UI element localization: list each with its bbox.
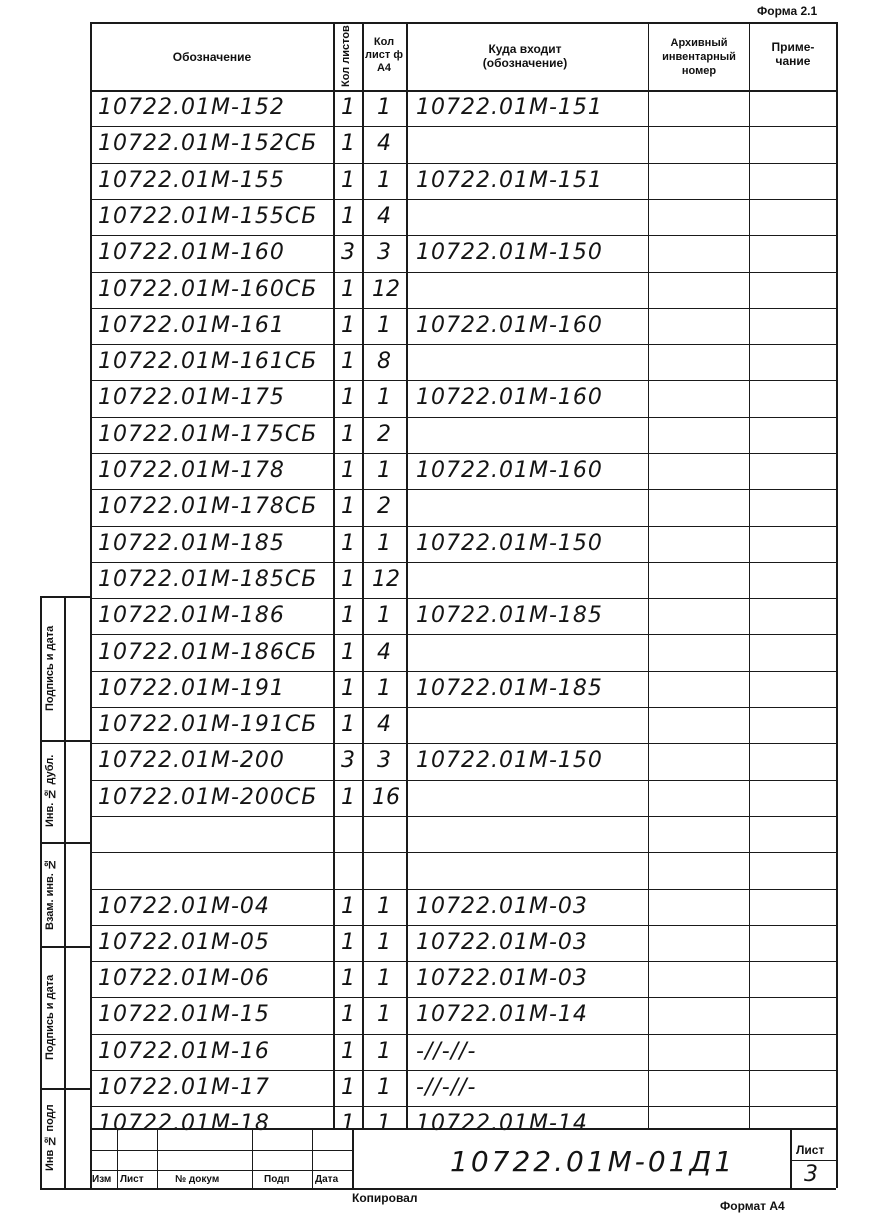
- row-divider: [90, 380, 836, 381]
- cell-designation: 10722.01М-185: [98, 531, 285, 556]
- cell-a4: 1: [377, 930, 391, 955]
- cell-sheets: 1: [341, 204, 355, 229]
- cell-sheets: 1: [341, 603, 355, 628]
- stamp-col-sign: Подп: [264, 1174, 290, 1185]
- row-divider: [90, 453, 836, 454]
- row-divider: [90, 308, 836, 309]
- cell-designation: 10722.01М-152СБ: [98, 131, 318, 156]
- side-label-vzam-inv: Взам. инв. №: [44, 858, 56, 930]
- cell-designation: 10722.01М-160: [98, 240, 285, 265]
- cell-a4: 1: [377, 1039, 391, 1064]
- cell-sheets: 1: [341, 894, 355, 919]
- cell-sheets: 1: [341, 277, 355, 302]
- cell-a4: 3: [377, 748, 391, 773]
- cell-designation: 10722.01М-185СБ: [98, 567, 318, 592]
- cell-sheets: 1: [341, 95, 355, 120]
- cell-sheets: 1: [341, 785, 355, 810]
- row-divider: [90, 562, 836, 563]
- header-sheets-a4: Кол лист ф А4: [365, 36, 403, 74]
- cell-designation: 10722.01М-191: [98, 676, 285, 701]
- cell-designation: 10722.01М-06: [98, 966, 270, 991]
- cell-used-in: 10722.01М-150: [416, 748, 603, 773]
- cell-a4: 8: [377, 349, 391, 374]
- cell-a4: 2: [377, 422, 391, 447]
- row-divider: [90, 1070, 836, 1071]
- header-sheets-count: Кол листов: [340, 25, 352, 87]
- cell-sheets: 1: [341, 1111, 355, 1136]
- header-designation: Обозначение: [172, 50, 252, 64]
- cell-sheets: 3: [341, 240, 355, 265]
- cell-a4: 4: [377, 204, 391, 229]
- cell-sheets: 1: [341, 422, 355, 447]
- cell-sheets: 1: [341, 313, 355, 338]
- cell-a4: 1: [377, 168, 391, 193]
- cell-sheets: 1: [341, 531, 355, 556]
- cell-sheets: 1: [341, 640, 355, 665]
- side-label-inv-orig: Инв № подл: [44, 1104, 56, 1172]
- row-divider: [90, 852, 836, 853]
- cell-used-in: 10722.01М-151: [416, 168, 603, 193]
- cell-used-in: 10722.01М-160: [416, 385, 603, 410]
- row-divider: [90, 199, 836, 200]
- side-label-inv-dup: Инв. № дубл.: [44, 754, 56, 828]
- row-divider: [90, 489, 836, 490]
- stamp-col-date: Дата: [315, 1174, 339, 1185]
- stamp-sheet-number: 3: [804, 1162, 819, 1187]
- row-divider: [90, 671, 836, 672]
- cell-designation: 10722.01М-175СБ: [98, 422, 318, 447]
- cell-designation: 10722.01М-161СБ: [98, 349, 318, 374]
- cell-a4: 4: [377, 131, 391, 156]
- cell-a4: 1: [377, 531, 391, 556]
- cell-a4: 4: [377, 712, 391, 737]
- cell-sheets: 1: [341, 1039, 355, 1064]
- header-note: Приме-чание: [771, 40, 815, 68]
- cell-designation: 10722.01М-152: [98, 95, 285, 120]
- cell-a4: 1: [377, 1002, 391, 1027]
- cell-designation: 10722.01М-18: [98, 1111, 270, 1136]
- cell-used-in: 10722.01М-03: [416, 930, 588, 955]
- stamp-sheet-label: Лист: [796, 1143, 825, 1157]
- cell-a4: 1: [377, 676, 391, 701]
- cell-used-in: 10722.01М-14: [416, 1111, 588, 1136]
- cell-used-in: 10722.01М-03: [416, 966, 588, 991]
- stamp-col-doc: № докум: [175, 1174, 220, 1185]
- cell-sheets: 1: [341, 131, 355, 156]
- cell-a4: 3: [377, 240, 391, 265]
- side-label-sign-date-2: Подпись и дата: [44, 974, 56, 1060]
- copied-label: Копировал: [352, 1191, 418, 1205]
- cell-designation: 10722.01М-178СБ: [98, 494, 318, 519]
- cell-used-in: 10722.01М-14: [416, 1002, 588, 1027]
- cell-a4: 1: [377, 603, 391, 628]
- cell-sheets: 1: [341, 385, 355, 410]
- cell-designation: 10722.01М-200: [98, 748, 285, 773]
- row-divider: [90, 961, 836, 962]
- row-divider: [90, 163, 836, 164]
- cell-used-in: -//-//-: [416, 1039, 477, 1064]
- cell-a4: 1: [377, 95, 391, 120]
- row-divider: [90, 1034, 836, 1035]
- side-label-sign-date-1: Подпись и дата: [44, 625, 56, 711]
- header-used-in: Куда входит (обозначение): [482, 42, 568, 70]
- cell-designation: 10722.01М-178: [98, 458, 285, 483]
- cell-designation: 10722.01М-17: [98, 1075, 270, 1100]
- row-divider: [90, 997, 836, 998]
- cell-designation: 10722.01М-186СБ: [98, 640, 318, 665]
- cell-designation: 10722.01М-160СБ: [98, 277, 318, 302]
- cell-designation: 10722.01М-161: [98, 313, 285, 338]
- cell-designation: 10722.01М-155СБ: [98, 204, 318, 229]
- cell-sheets: 1: [341, 966, 355, 991]
- cell-designation: 10722.01М-15: [98, 1002, 270, 1027]
- row-divider: [90, 272, 836, 273]
- cell-a4: 12: [372, 277, 400, 302]
- form-label: Форма 2.1: [757, 4, 818, 18]
- cell-sheets: 1: [341, 676, 355, 701]
- row-divider: [90, 126, 836, 127]
- cell-a4: 1: [377, 385, 391, 410]
- row-divider: [90, 780, 836, 781]
- cell-a4: 1: [377, 966, 391, 991]
- cell-a4: 1: [377, 1075, 391, 1100]
- stamp-doc-code: 10722.01М-01Д1: [450, 1145, 736, 1178]
- cell-a4: 1: [377, 894, 391, 919]
- row-divider: [90, 417, 836, 418]
- cell-used-in: 10722.01М-151: [416, 95, 603, 120]
- cell-sheets: 1: [341, 1002, 355, 1027]
- format-label: Формат А4: [720, 1199, 785, 1213]
- row-divider: [90, 235, 836, 236]
- cell-designation: 10722.01М-16: [98, 1039, 270, 1064]
- cell-sheets: 3: [341, 748, 355, 773]
- cell-a4: 16: [372, 785, 400, 810]
- cell-a4: 1: [377, 313, 391, 338]
- cell-a4: 12: [372, 567, 400, 592]
- stamp-col-list: Лист: [120, 1174, 144, 1185]
- cell-sheets: 1: [341, 494, 355, 519]
- cell-designation: 10722.01М-200СБ: [98, 785, 318, 810]
- row-divider: [90, 598, 836, 599]
- row-divider: [90, 526, 836, 527]
- row-divider: [90, 634, 836, 635]
- cell-used-in: 10722.01М-03: [416, 894, 588, 919]
- cell-a4: 1: [377, 1111, 391, 1136]
- cell-used-in: 10722.01М-160: [416, 313, 603, 338]
- cell-used-in: -//-//-: [416, 1075, 477, 1100]
- cell-sheets: 1: [341, 712, 355, 737]
- cell-sheets: 1: [341, 349, 355, 374]
- cell-sheets: 1: [341, 567, 355, 592]
- cell-sheets: 1: [341, 1075, 355, 1100]
- cell-a4: 4: [377, 640, 391, 665]
- cell-designation: 10722.01М-191СБ: [98, 712, 318, 737]
- cell-sheets: 1: [341, 458, 355, 483]
- cell-designation: 10722.01М-05: [98, 930, 270, 955]
- cell-a4: 2: [377, 494, 391, 519]
- row-divider: [90, 743, 836, 744]
- cell-sheets: 1: [341, 168, 355, 193]
- row-divider: [90, 816, 836, 817]
- cell-used-in: 10722.01М-160: [416, 458, 603, 483]
- cell-used-in: 10722.01М-150: [416, 240, 603, 265]
- cell-used-in: 10722.01М-185: [416, 676, 603, 701]
- header-archive: Архивный инвентарный номер: [662, 37, 736, 77]
- stamp-col-izm: Изм: [92, 1174, 112, 1185]
- cell-designation: 10722.01М-175: [98, 385, 285, 410]
- row-divider: [90, 1106, 836, 1107]
- cell-designation: 10722.01М-04: [98, 894, 270, 919]
- row-divider: [90, 707, 836, 708]
- cell-used-in: 10722.01М-185: [416, 603, 603, 628]
- row-divider: [90, 925, 836, 926]
- cell-sheets: 1: [341, 930, 355, 955]
- cell-used-in: 10722.01М-150: [416, 531, 603, 556]
- cell-designation: 10722.01М-155: [98, 168, 285, 193]
- cell-a4: 1: [377, 458, 391, 483]
- cell-designation: 10722.01М-186: [98, 603, 285, 628]
- row-divider: [90, 344, 836, 345]
- row-divider: [90, 889, 836, 890]
